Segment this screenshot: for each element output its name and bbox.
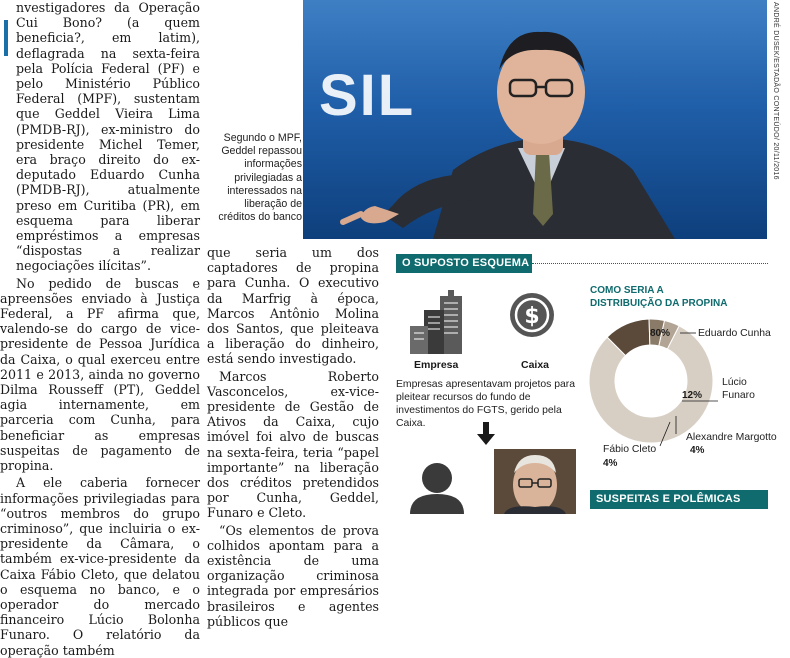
caixa-label: Caixa — [521, 359, 550, 371]
suspeitas-title: SUSPEITAS E POLÊMICAS — [590, 490, 768, 509]
article-paragraph: que seria um dos captadores de propina para Cunha. O executivo da Marfrig à época, Marcos Antônio Molina dos Santos, que pleiteava a liberação do dinheiro, está sendo investigado. — [207, 245, 379, 367]
scheme-title-rule — [532, 263, 768, 264]
photo-credit-text: ANDRÉ DUSEK/ESTADÃO CONTEÚDO/ 20/11/2016 — [772, 2, 779, 180]
photo-wall-text: SIL — [319, 63, 416, 128]
news-photo — [303, 0, 767, 239]
photo-caption: Segundo o MPF, Geddel repassou informações privilegiadas a interessados na liberação de créditos do banco — [218, 132, 302, 224]
person-icon — [404, 462, 470, 514]
pct-label-eduardo: 80% — [650, 328, 671, 339]
dollar-coin-icon — [508, 291, 556, 339]
article-paragraph: Marcos Roberto Vasconcelos, ex-vice-presidente de Gestão de Ativos da Caixa, cujo imóvel foi alvo de buscas na sexta-feira, teria “papel importante” na liberação dos créditos pretendidos por Cunha, Geddel, Funaro e Cleto. — [207, 368, 379, 521]
article-paragraph: A ele caberia fornecer informações privilegiadas para “outros membros do grupo criminoso”, que incluiria o ex-presidente da Câmara, o também ex-vice-presidente da Caixa Fábio Cleto, que delatou o esquema no banco, e o operador do mercado financeiro Lúcio Bolonha Funaro. O relatório da operação também — [0, 475, 200, 658]
svg-text:$: $ — [524, 304, 540, 329]
pct-label-alexandre: 4% — [690, 445, 705, 456]
label-lucio-line1: Lúcio — [722, 377, 747, 388]
pct-label-lucio: 12% — [682, 390, 703, 401]
portrait-photo — [494, 449, 576, 514]
label-lucio-funaro — [722, 377, 755, 402]
article-paragraph: “Os elementos de prova colhidos apontam para a existência de uma organização criminosa integrada por empresários brasileiros e agentes públicos que — [207, 522, 379, 629]
photo-figure — [303, 0, 767, 239]
distribution-title-line1: COMO SERIA A — [590, 285, 664, 296]
photo-credit — [769, 2, 787, 238]
scheme-description: Empresas apresentavam projetos para pleitear recursos do fundo de investimentos do FGTS, gerido pela Caixa. — [396, 379, 576, 429]
leader-fabio — [660, 422, 670, 446]
label-alexandre-margotto: Alexandre Margotto — [686, 432, 777, 443]
label-lucio-line2: Funaro — [722, 389, 755, 401]
down-arrow-icon — [476, 422, 496, 446]
distribution-title-line2: DISTRIBUIÇÃO DA PROPINA — [590, 297, 728, 309]
article-paragraph: No pedido de buscas e apreensões enviado à Justiça Federal, a PF afirma que, valendo-se do cargo de vice-presidente de Pessoa Jurídica da Caixa, o qual exerceu entre 2011 e 2013, ainda no governo Dilma Rousseff (PT), Geddel agia internamente, em parceria com Cunha, para beneficiar as empresas suspeitas de pagamento de propina. — [0, 275, 200, 474]
building-icon — [410, 288, 466, 356]
distribution-title — [590, 285, 770, 310]
label-fabio-cleto: Fábio Cleto — [603, 444, 657, 455]
empresa-label: Empresa — [414, 359, 459, 371]
article-column-1 — [0, 0, 200, 658]
article-paragraph: nvestigadores da Operação Cui Bono? (a quem beneficia?, em latim), deflagrada na sexta-feira pela Polícia Federal (PF) e pelo Ministério Público Federal (MPF), sustentam que Geddel Vieira Lima (PMDB-RJ), ex-ministro do presidente Michel Temer, era braço direito do ex-deputado Eduardo Cunha (PMDB-RJ), atualmente preso em Curitiba (PR), em esquema para liberar empréstimos a empresas “dispostas a realizar negociações ilícitas”. — [16, 0, 200, 274]
scheme-title: O SUPOSTO ESQUEMA — [396, 254, 532, 273]
label-eduardo-cunha: Eduardo Cunha — [698, 328, 771, 339]
article-column-2 — [207, 245, 379, 629]
pct-label-fabio: 4% — [603, 458, 618, 469]
